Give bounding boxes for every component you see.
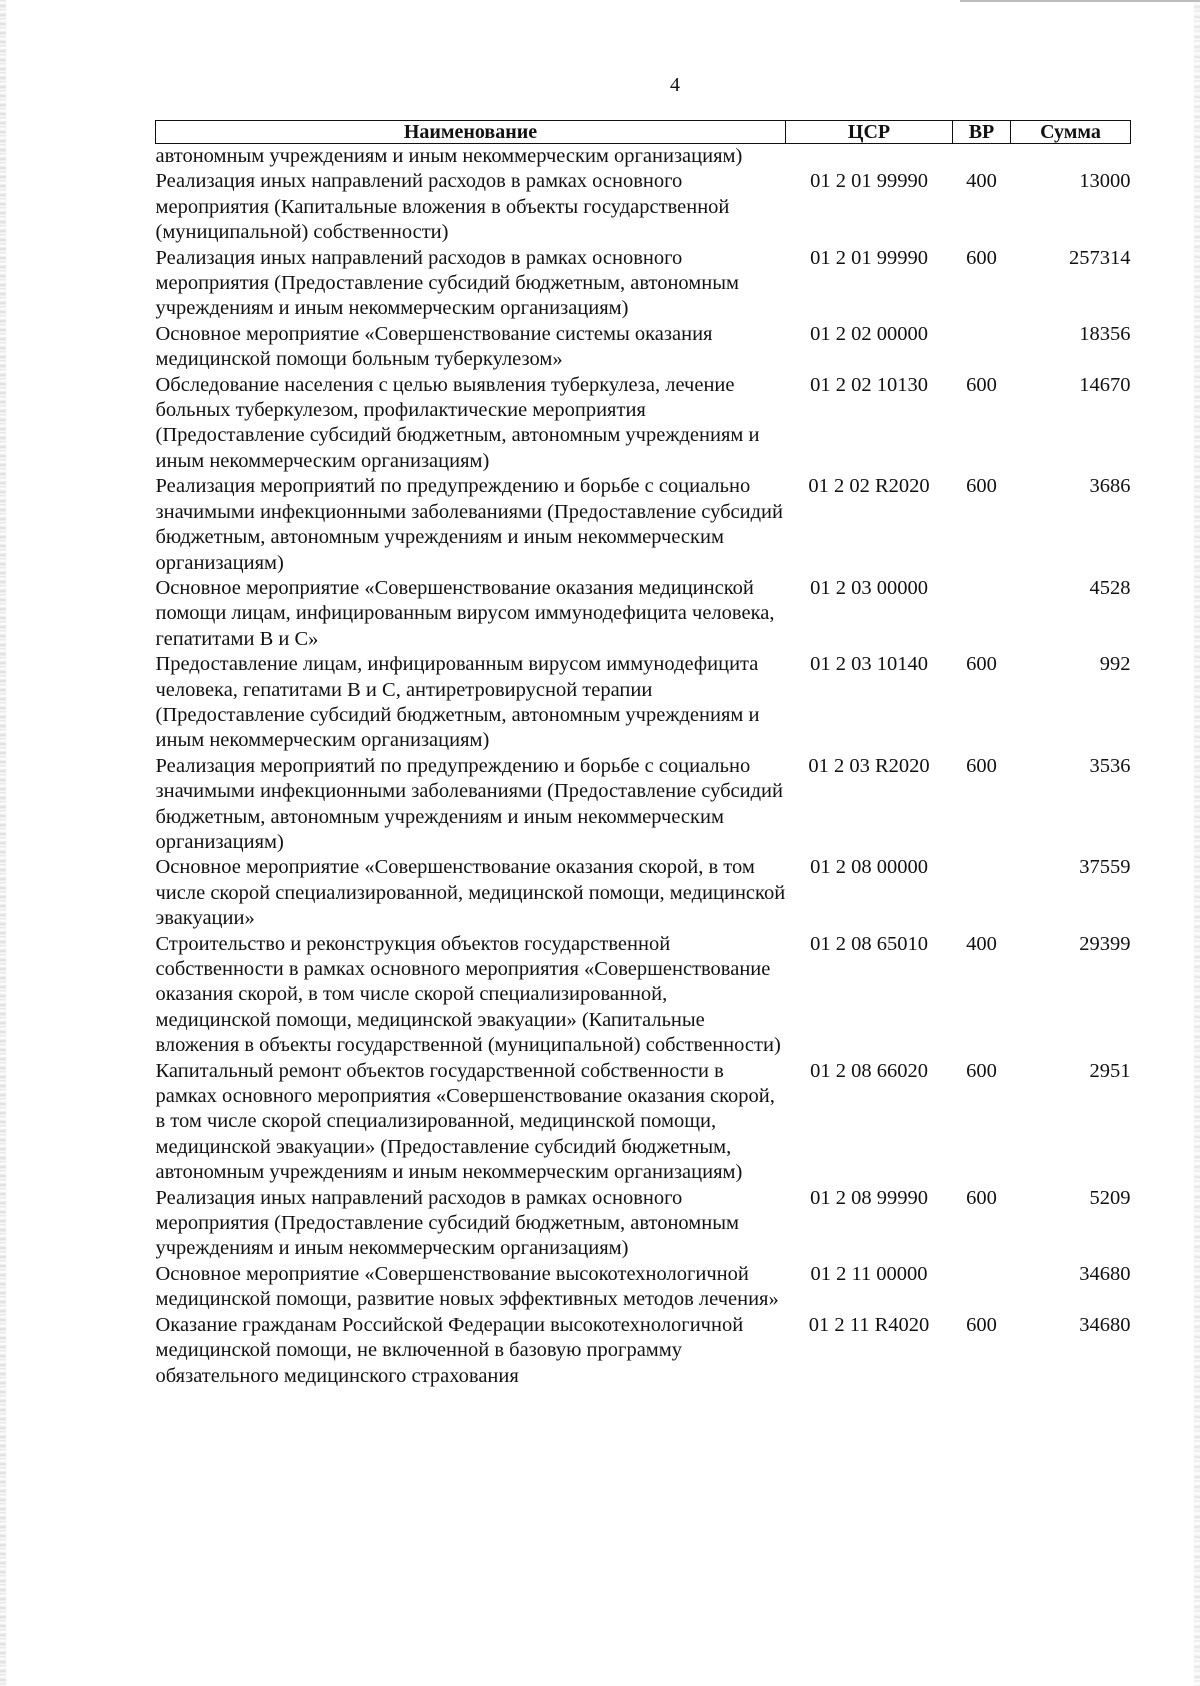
table-row [156, 1186, 1131, 1262]
row-csr: 01 2 08 99990 [810, 1186, 928, 1209]
row-csr: 01 2 08 66020 [810, 1059, 928, 1082]
table-row [156, 576, 1131, 652]
row-name: Реализация иных направлений расходов в рамках основного мероприятия (Капитальные вложения в объекты государственной (муниципальной) собственности) [155, 170, 730, 244]
row-csr: 01 2 08 00000 [810, 856, 928, 879]
row-name: Реализация мероприятий по предупреждению и борьбе с социально значимыми инфекционными заболеваниями (Предоставление субсидий бюджетным, автономным учреждениям и иным некоммерческим организациям) [155, 754, 783, 853]
row-name: Основное мероприятие «Совершенствование оказания скорой, в том числе скорой специализированной, медицинской помощи, медицинской эвакуации» [155, 856, 786, 930]
row-csr: 01 2 03 R2020 [808, 754, 930, 777]
page-number: 4 [670, 74, 680, 96]
row-vr: 600 [966, 373, 997, 396]
row-sum: 34680 [1079, 1313, 1131, 1336]
row-sum: 29399 [1079, 932, 1131, 955]
header-csr: ЦСР [786, 121, 953, 144]
row-name: Реализация иных направлений расходов в рамках основного мероприятия (Предоставление субсидий бюджетным, автономным учреждениям и иным некоммерческим организациям) [155, 246, 739, 320]
row-sum: 3686 [1089, 475, 1131, 498]
row-vr: 600 [966, 754, 997, 777]
row-name: Оказание гражданам Российской Федерации высокотехнологичной медицинской помощи, не включенной в базовую программу обязательного медицинского страхования [155, 1313, 744, 1387]
row-vr: 600 [966, 246, 997, 269]
row-csr: 01 2 02 R2020 [808, 475, 930, 498]
row-vr: 400 [966, 170, 997, 193]
row-csr: 01 2 11 00000 [810, 1262, 928, 1285]
row-sum: 37559 [1079, 856, 1131, 879]
row-csr: 01 2 03 10140 [810, 653, 928, 676]
row-sum: 14670 [1079, 373, 1131, 396]
header-sum: Сумма [1011, 121, 1131, 144]
row-sum: 2951 [1089, 1059, 1131, 1082]
row-vr: 600 [966, 1313, 997, 1336]
row-sum: 4528 [1089, 576, 1131, 599]
header-vr: ВР [953, 121, 1011, 144]
row-vr [953, 855, 1011, 931]
row-vr [953, 576, 1011, 652]
row-sum: 5209 [1089, 1186, 1131, 1209]
row-csr: 01 2 02 00000 [810, 322, 928, 345]
row-vr: 600 [966, 1186, 997, 1209]
table-row [156, 1059, 1131, 1186]
row-name: Основное мероприятие «Совершенствование высокотехнологичной медицинской помощи, развитие новых эффективных методов лечения» [155, 1262, 779, 1311]
table-row [156, 1262, 1131, 1313]
row-sum: 34680 [1079, 1262, 1131, 1285]
scan-edge-right [1194, 0, 1200, 1686]
row-sum: 3536 [1089, 754, 1131, 777]
table-row [156, 652, 1131, 754]
row-csr: 01 2 11 R4020 [808, 1313, 930, 1336]
row-vr: 400 [966, 932, 997, 955]
row-name: Основное мероприятие «Совершенствование системы оказания медицинской помощи больным туберкулезом» [155, 322, 713, 371]
row-name: Основное мероприятие «Совершенствование оказания медицинской помощи лицам, инфицированным вирусом иммунодефицита человека, гепатитами В и С» [155, 576, 775, 650]
table-row [156, 144, 1131, 170]
budget-table [155, 120, 1131, 1389]
row-sum [1011, 144, 1131, 170]
row-sum: 992 [1099, 653, 1131, 676]
table-row [156, 474, 1131, 576]
row-name: Предоставление лицам, инфицированным вирусом иммунодефицита человека, гепатитами В и С, антиретровирусной терапии (Предоставление субсидий бюджетным, автономным учреждениям и иным некоммерческим организациям) [155, 653, 760, 752]
table-row [156, 246, 1131, 322]
table-row [156, 373, 1131, 475]
table-row [156, 169, 1131, 245]
row-vr [953, 144, 1011, 170]
table-row [156, 322, 1131, 373]
row-csr: 01 2 08 65010 [810, 932, 928, 955]
table-row [156, 1313, 1131, 1389]
table-row [156, 855, 1131, 931]
row-csr [786, 144, 953, 170]
row-name: автономным учреждениям и иным некоммерческим организациям) [155, 145, 743, 167]
row-csr: 01 2 03 00000 [810, 576, 928, 599]
table-header-row [156, 121, 1131, 144]
row-vr: 600 [966, 1059, 997, 1082]
row-vr [953, 1262, 1011, 1313]
row-sum: 18356 [1079, 322, 1131, 345]
row-sum: 13000 [1079, 170, 1131, 193]
row-csr: 01 2 02 10130 [810, 373, 928, 396]
row-sum: 257314 [1069, 246, 1131, 269]
row-vr: 600 [966, 475, 997, 498]
row-name: Реализация мероприятий по предупреждению и борьбе с социально значимыми инфекционными заболеваниями (Предоставление субсидий бюджетным, автономным учреждениям и иным некоммерческим организациям) [155, 475, 783, 574]
row-name: Реализация иных направлений расходов в рамках основного мероприятия (Предоставление субсидий бюджетным, автономным учреждениям и иным некоммерческим организациям) [155, 1186, 739, 1260]
scan-mark-top [960, 0, 1200, 2]
scan-edge-left [0, 0, 6, 1686]
row-name: Капитальный ремонт объектов государственной собственности в рамках основного мероприятия «Совершенствование оказания скорой, в том числе скорой специализированной, медицинской помощи, медицинской эвакуации» (Предоставление субсидий бюджетным, автономным учреждениям и иным некоммерческим организациям) [155, 1059, 775, 1184]
row-vr [953, 322, 1011, 373]
row-csr: 01 2 01 99990 [810, 170, 928, 193]
table-row [156, 754, 1131, 856]
row-name: Обследование населения с целью выявления туберкулеза, лечение больных туберкулезом, профилактические мероприятия (Предоставление субсидий бюджетным, автономным учреждениям и иным некоммерческим организациям) [155, 373, 760, 472]
table-row [156, 932, 1131, 1059]
row-name: Строительство и реконструкция объектов государственной собственности в рамках основного мероприятия «Совершенствование оказания скорой, в том числе скорой специализированной, медицинской помощи, медицинской эвакуации» (Капитальные вложения в объекты государственной (муниципальной) собственности) [155, 932, 781, 1057]
row-vr: 600 [966, 653, 997, 676]
header-name: Наименование [156, 121, 786, 144]
row-csr: 01 2 01 99990 [810, 246, 928, 269]
